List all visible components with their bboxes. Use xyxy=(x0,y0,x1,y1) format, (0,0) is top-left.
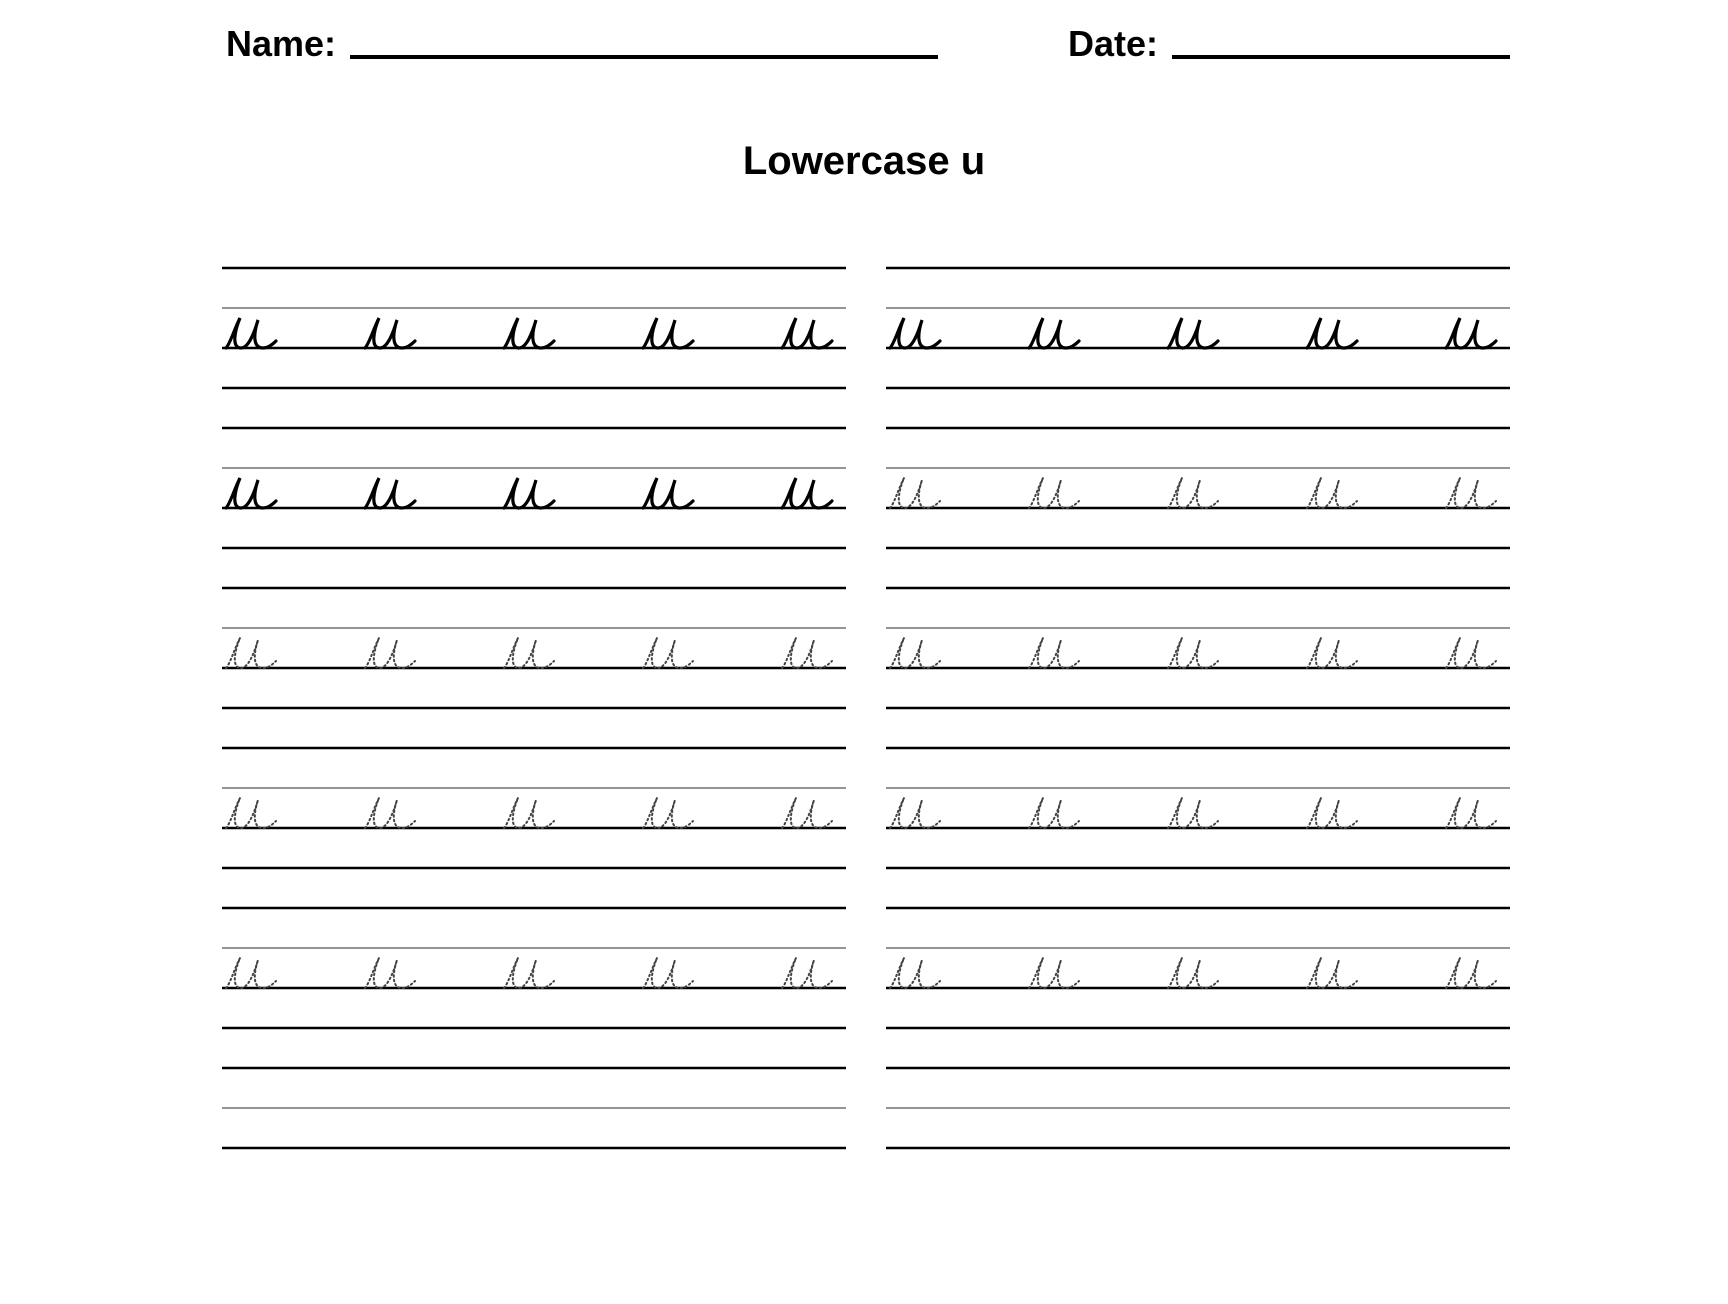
left-row-4-letter-4 xyxy=(643,798,693,828)
left-row-5-letter-3 xyxy=(504,958,554,988)
left-row-2-letter-3 xyxy=(504,478,554,508)
right-row-3-letter-3 xyxy=(1168,638,1218,668)
right-row-1-letter-3 xyxy=(1168,318,1218,348)
right-row-2-letter-4 xyxy=(1307,478,1357,508)
left-row-1-letter-5 xyxy=(782,318,832,348)
right-row-1-letter-4 xyxy=(1307,318,1357,348)
left-row-4-letter-5 xyxy=(782,798,832,828)
right-row-1-letter-5 xyxy=(1446,318,1496,348)
worksheet-title: Lowercase u xyxy=(742,139,986,183)
left-row-5-letter-1 xyxy=(226,958,276,988)
left-row-2-letter-1 xyxy=(226,478,276,508)
right-row-3-letter-1 xyxy=(890,638,940,668)
date-label: Date: xyxy=(1068,23,1159,64)
left-row-5-letter-4 xyxy=(643,958,693,988)
right-row-2-letter-2 xyxy=(1029,478,1079,508)
left-row-3-letter-3 xyxy=(504,638,554,668)
left-row-3-letter-1 xyxy=(226,638,276,668)
left-row-1-letter-2 xyxy=(365,318,415,348)
right-row-3-letter-2 xyxy=(1029,638,1079,668)
left-row-2-letter-2 xyxy=(365,478,415,508)
left-row-1-letter-4 xyxy=(643,318,693,348)
left-row-4-letter-3 xyxy=(504,798,554,828)
right-row-2-letter-3 xyxy=(1168,478,1218,508)
right-row-5-letter-1 xyxy=(890,958,940,988)
left-row-2-letter-5 xyxy=(782,478,832,508)
right-row-3-letter-5 xyxy=(1446,638,1496,668)
right-row-2-letter-5 xyxy=(1446,478,1496,508)
left-row-3-letter-4 xyxy=(643,638,693,668)
left-row-1-letter-1 xyxy=(226,318,276,348)
right-row-4-letter-4 xyxy=(1307,798,1357,828)
left-row-2-letter-4 xyxy=(643,478,693,508)
right-row-5-letter-3 xyxy=(1168,958,1218,988)
left-row-3-letter-2 xyxy=(365,638,415,668)
left-row-4-letter-2 xyxy=(365,798,415,828)
right-row-2-letter-1 xyxy=(890,478,940,508)
right-row-5-letter-2 xyxy=(1029,958,1079,988)
right-row-4-letter-5 xyxy=(1446,798,1496,828)
left-row-5-letter-5 xyxy=(782,958,832,988)
right-row-5-letter-5 xyxy=(1446,958,1496,988)
right-row-4-letter-3 xyxy=(1168,798,1218,828)
right-row-1-letter-1 xyxy=(890,318,940,348)
left-row-5-letter-2 xyxy=(365,958,415,988)
right-row-4-letter-2 xyxy=(1029,798,1079,828)
right-row-4-letter-1 xyxy=(890,798,940,828)
right-row-3-letter-4 xyxy=(1307,638,1357,668)
left-row-4-letter-1 xyxy=(226,798,276,828)
left-row-1-letter-3 xyxy=(504,318,554,348)
right-row-5-letter-4 xyxy=(1307,958,1357,988)
right-row-1-letter-2 xyxy=(1029,318,1079,348)
left-row-3-letter-5 xyxy=(782,638,832,668)
name-label: Name: xyxy=(226,23,337,64)
